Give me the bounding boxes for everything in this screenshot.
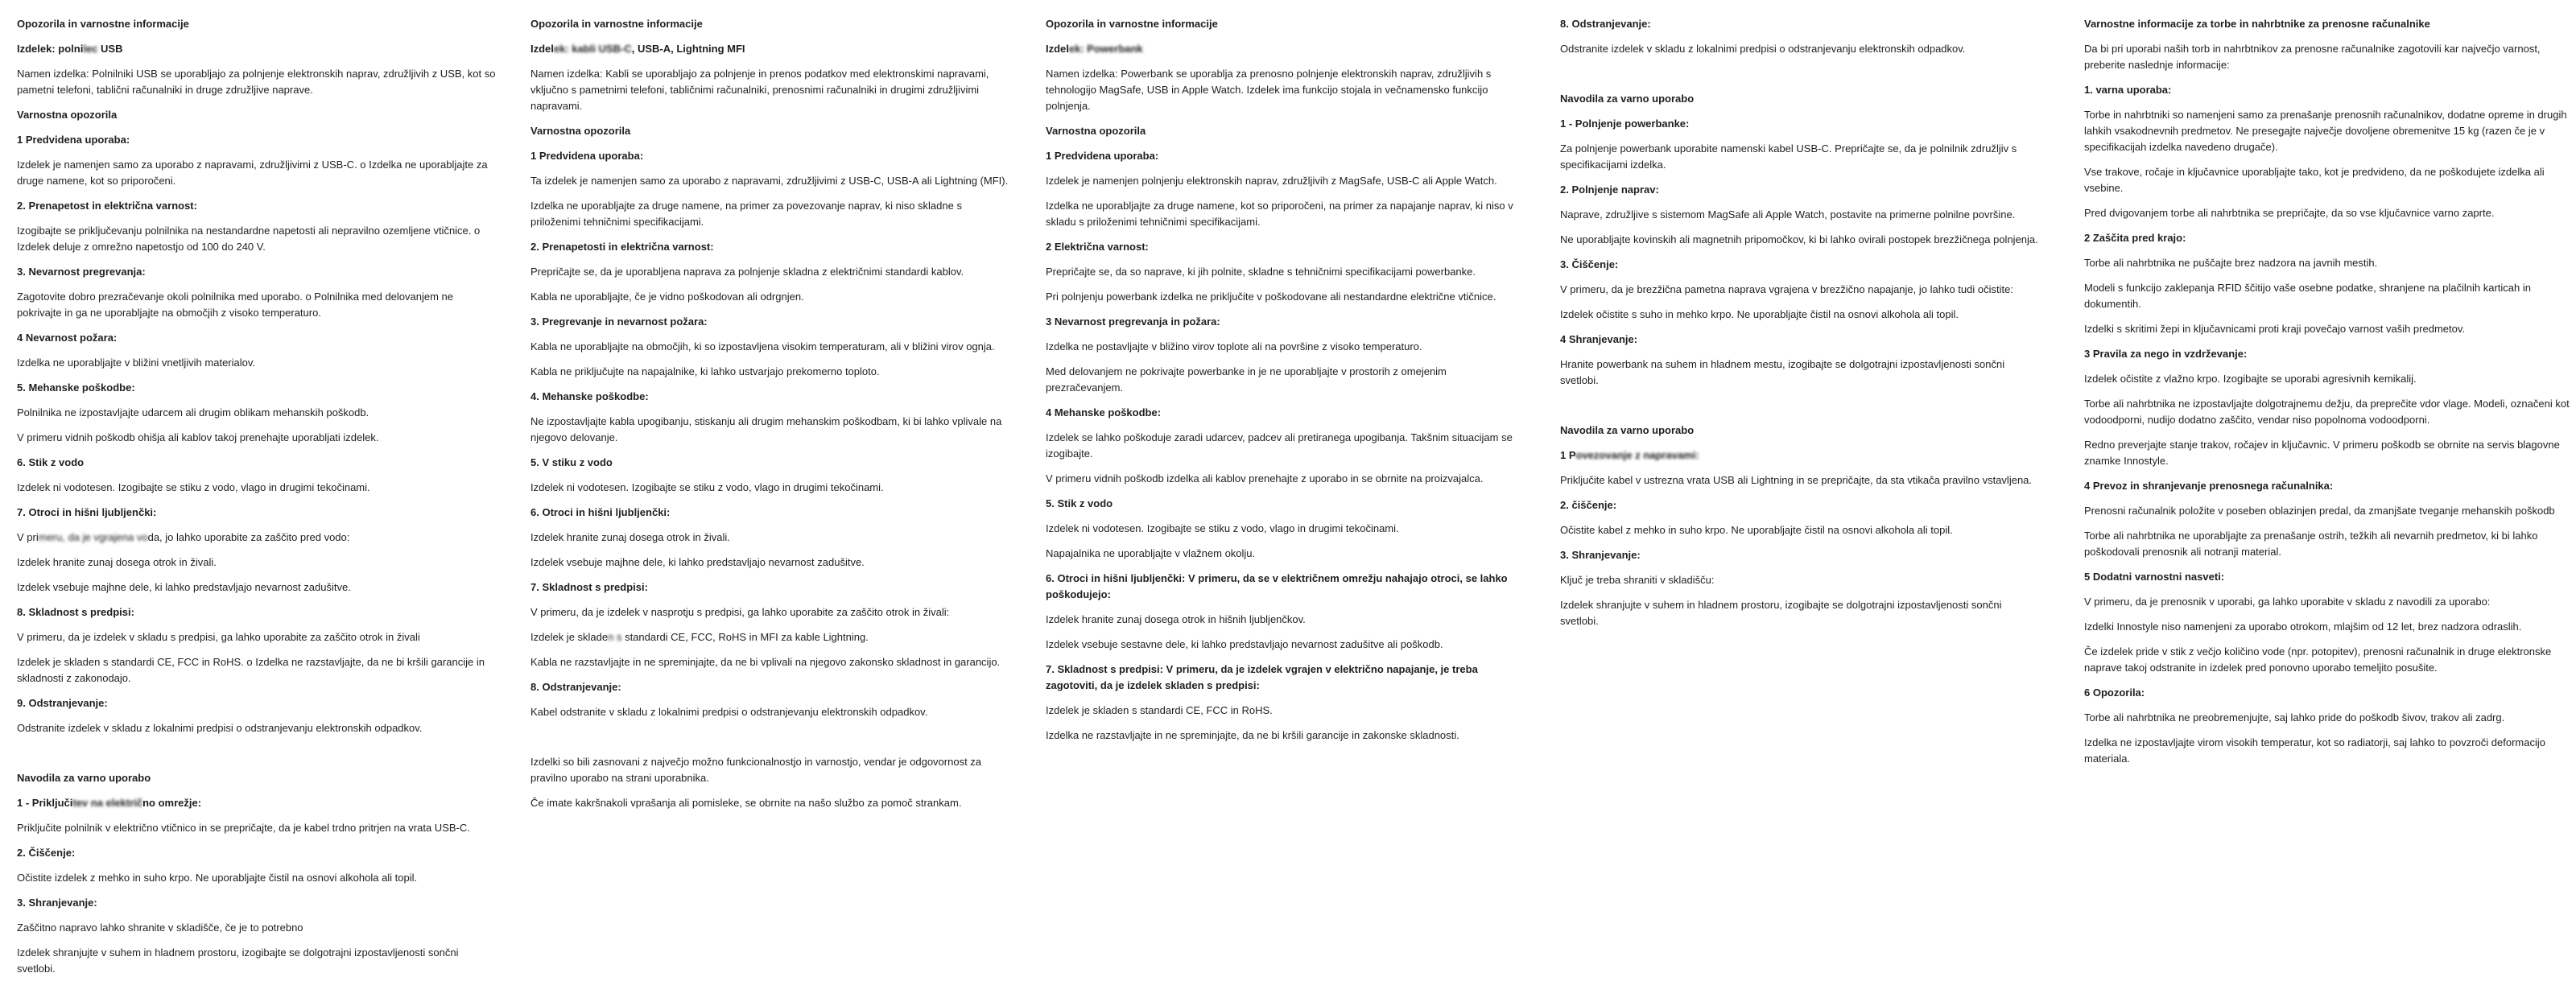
text-segment: standardi CE, FCC, RoHS in MFI za kable Lightning. — [621, 631, 869, 643]
paragraph: Namen izdelka: Polnilniki USB se uporabljajo za polnjenje elektronskih naprav, združljivih z USB, kot so pametni telefoni, tablični računalniki in druge združljive naprave. — [17, 68, 496, 96]
section-heading: 7. Otroci in hišni ljubljenčki: — [17, 506, 157, 518]
paragraph: Kabla ne razstavljajte in ne spreminjajte, da ne bi vplivali na njegovo zakonsko skladnost in garancijo. — [530, 656, 1001, 668]
section-heading: 4 Shranjevanje: — [1560, 333, 1638, 345]
paragraph: Torbe ali nahrbtnika ne puščajte brez nadzora na javnih mestih. — [2084, 257, 2378, 269]
section-heading: 2. čiščenje: — [1560, 499, 1617, 511]
paragraph: Izdelek je namenjen polnjenju elektronskih naprav, združljivih z MagSafe, USB-C ali Apple Watch. — [1046, 175, 1497, 187]
paragraph: Če imate kakršnakoli vprašanja ali pomisleke, se obrnite na našo službo za pomoč strankam. — [530, 797, 962, 809]
paragraph: Izdelka ne uporabljajte za druge namene, na primer za povezovanje naprav, ki niso skladne s priloženimi tehničnimi specifikacijami. — [530, 200, 962, 228]
paragraph: Polnilnika ne izpostavljajte udarcem ali drugim oblikam mehanskih poškodb. — [17, 406, 369, 418]
section-heading: 2. Polnjenje naprav: — [1560, 183, 1659, 196]
paragraph: Namen izdelka: Kabli se uporabljajo za polnjenje in prenos podatkov med elektronskimi napravami, vključno s pametnimi telefoni, tabličnimi računalniki, prenosnimi računalniki in drugimi združljivimi napravami. — [530, 68, 989, 112]
paragraph: Zagotovite dobro prezračevanje okoli polnilnika med uporabo. o Polnilnika med delovanjem ne pokrivajte in ga ne uporabljajte na območjih z visoko temperaturo. — [17, 291, 453, 319]
blurred-text: lec — [83, 43, 98, 55]
paragraph: Odstranite izdelek v skladu z lokalnimi predpisi o odstranjevanju elektronskih odpadkov. — [1560, 43, 1966, 55]
section-heading: 4. Mehanske poškodbe: — [530, 390, 649, 402]
paragraph: Ta izdelek je namenjen samo za uporabo z napravami, združljivimi z USB-C, USB-A ali Lightning (MFI). — [530, 175, 1009, 187]
section-heading: 1. varna uporaba: — [2084, 84, 2172, 96]
blurred-text: ovezovanje z napravami: — [1575, 449, 1699, 461]
paragraph: Izdelek ni vodotesen. Izogibajte se stiku z vodo, vlago in drugimi tekočinami. — [530, 481, 884, 493]
section-heading: 1 Predvidena uporaba: — [530, 150, 644, 162]
column-laptop-bags — [2084, 16, 2571, 776]
text-segment: no omrežje: — [142, 797, 202, 809]
paragraph: V primeru vidnih poškodb izdelka ali kablov prenehajte z uporabo in se obrnite na proizvajalca. — [1046, 472, 1484, 484]
paragraph: V primeru, da je brezžična pametna naprava vgrajena v brezžično napajanje, jo lahko tudi očistite: — [1560, 283, 2013, 295]
paragraph: Pri polnjenju powerbank izdelka ne priključite v poškodovane ali nestandardne električne vtičnice. — [1046, 291, 1496, 303]
paragraph: Če izdelek pride v stik z večjo količino vode (npr. potopitev), prenosni računalnik in druge elektronske naprave takoj odstranite in izdelek pred ponovno uporabo temeljito posušite. — [2084, 645, 2552, 674]
section-heading: Varnostna opozorila — [1046, 125, 1146, 137]
paragraph: Namen izdelka: Powerbank se uporablja za prenosno polnjenje elektronskih naprav, združljivih s tehnologijo MagSafe, USB in Apple Watch. Izdelek ima funkcijo stojala in večnamensko funkcijo polnjenja. — [1046, 68, 1492, 112]
paragraph: Naprave, združljive s sistemom MagSafe ali Apple Watch, postavite na primerne polnilne površine. — [1560, 208, 2016, 221]
paragraph: Ne uporabljajte kovinskih ali magnetnih pripomočkov, ki bi lahko ovirali postopek brezžičnega polnjenja. — [1560, 233, 2038, 245]
paragraph: Priključite kabel v ustrezna vrata USB ali Lightning in se prepričajte, da sta vtikača pravilno vstavljena. — [1560, 474, 2033, 486]
section-heading: 3. Čiščenje: — [1560, 258, 1619, 270]
paragraph: Kabla ne uporabljajte na območjih, ki so izpostavljena visokim temperaturam, ali v bližini virov ognja. — [530, 340, 995, 353]
section-heading: 1 Predvidena uporaba: — [1046, 150, 1159, 162]
section-heading — [1046, 41, 1526, 57]
section-heading: 9. Odstranjevanje: — [17, 697, 108, 709]
paragraph: Izdelek očistite z vlažno krpo. Izogibajte se uporabi agresivnih kemikalij. — [2084, 373, 2417, 385]
section-heading: 1 - Polnjenje powerbanke: — [1560, 118, 1690, 130]
paragraph: Napajalnika ne uporabljajte v vlažnem okolju. — [1046, 547, 1256, 559]
paragraph: V primeru vidnih poškodb ohišja ali kablov takoj prenehajte uporabljati izdelek. — [17, 431, 379, 443]
text-segment: Izdelek je sklade — [530, 631, 609, 643]
blurred-text: ek: Powerbank — [1068, 43, 1143, 55]
paragraph: Torbe ali nahrbtnika ne izpostavljajte dolgotrajnemu dežju, da preprečite vdor vlage. Modeli, označeni kot vodoodporni, nudijo dodatno zaščito, vendar niso popolnoma vodoodporni. — [2084, 398, 2570, 426]
paragraph: Izdelek vsebuje sestavne dele, ki lahko predstavljajo nevarnost zadušitve ali poškodb. — [1046, 638, 1443, 650]
paragraph: Izdelek vsebuje majhne dele, ki lahko predstavljajo nevarnost zadušitve. — [530, 556, 865, 568]
paragraph: Izdelek hranite zunaj dosega otrok in živali. — [17, 556, 217, 568]
paragraph: Izdelek je namenjen samo za uporabo z napravami, združljivimi z USB-C. o Izdelka ne uporabljajte za druge namene, kot so priporočeni. — [17, 159, 488, 187]
section-heading: 2 Zaščita pred krajo: — [2084, 232, 2186, 244]
section-heading: 7. Skladnost s predpisi: V primeru, da je izdelek vgrajen v električno napajanje, je treba zagotoviti, da je izdelek skladen s predpisi: — [1046, 663, 1478, 691]
column-usb-cables — [530, 16, 1011, 820]
section-heading: 8. Skladnost s predpisi: — [17, 606, 134, 618]
section-heading — [530, 41, 1011, 57]
paragraph: Izdelek hranite zunaj dosega otrok in živali. — [530, 531, 730, 543]
section-heading: Navodila za varno uporabo — [1560, 424, 1695, 436]
paragraph: Izdelka ne razstavljajte in ne spreminjajte, da ne bi kršili garancije in zakonske skladnosti. — [1046, 729, 1459, 741]
paragraph: Prepričajte se, da je uporabljena naprava za polnjenje skladna z električnimi standardi kablov. — [530, 266, 964, 278]
paragraph: Med delovanjem ne pokrivajte powerbanke in je ne uporabljajte v prostorih z omejenim prezračevanjem. — [1046, 365, 1447, 394]
paragraph: Izdelka ne postavljajte v bližino virov toplote ali na površine z visoko temperaturo. — [1046, 340, 1422, 353]
paragraph: Izdelka ne uporabljajte za druge namene, kot so priporočeni, na primer za napajanje naprav, ki niso v skladu s priloženimi tehničnimi specifikacijami. — [1046, 200, 1513, 228]
section-heading: 4 Nevarnost požara: — [17, 332, 118, 344]
section-heading: 3. Pregrevanje in nevarnost požara: — [530, 315, 708, 328]
paragraph: Pred dvigovanjem torbe ali nahrbtnika se prepričajte, da so vse ključavnice varno zaprte. — [2084, 207, 2495, 219]
text-segment: Izdel — [1046, 43, 1069, 55]
section-heading: 3. Shranjevanje: — [17, 897, 97, 909]
paragraph: Kabel odstranite v skladu z lokalnimi predpisi o odstranjevanju elektronskih odpadkov. — [530, 706, 928, 718]
paragraph: Ne izpostavljajte kabla upogibanju, stiskanju ali drugim mehanskim poškodbam, ki bi lahko vplivale na njegovo delovanje. — [530, 415, 1002, 443]
section-heading: Varnostna opozorila — [530, 125, 631, 137]
section-heading: 6. Stik z vodo — [17, 456, 85, 468]
paragraph: Izdelek vsebuje majhne dele, ki lahko predstavljajo nevarnost zadušitve. — [17, 581, 351, 593]
paragraph: Vse trakove, ročaje in ključavnice uporabljajte tako, kot je predvideno, da ne poškodujete izdelka ali vsebine. — [2084, 166, 2545, 194]
paragraph: Torbe ali nahrbtnika ne uporabljajte za prenašanje ostrih, težkih ali nevarnih predmetov, ki bi lahko poškodovali prenosnik ali notranji material. — [2084, 530, 2538, 558]
section-heading: 7. Skladnost s predpisi: — [530, 581, 648, 593]
column-powerbank — [1046, 16, 1526, 752]
paragraph: Izdelek ni vodotesen. Izogibajte se stiku z vodo, vlago in drugimi tekočinami. — [1046, 522, 1399, 534]
paragraph: Izdelki Innostyle niso namenjeni za uporabo otrokom, mlajšim od 12 let, brez nadzora odraslih. — [2084, 621, 2522, 633]
paragraph: Odstranite izdelek v skladu z lokalnimi predpisi o odstranjevanju elektronskih odpadkov. — [17, 722, 423, 734]
text-segment: V pri — [17, 531, 39, 543]
section-heading: 3. Nevarnost pregrevanja: — [17, 266, 146, 278]
blurred-text: tev na električ — [72, 797, 143, 809]
paragraph: V primeru, da je izdelek v nasprotju s predpisi, ga lahko uporabite za zaščito otrok in živali: — [530, 606, 950, 618]
paragraph: Kabla ne uporabljajte, če je vidno poškodovan ali odrgnjen. — [530, 291, 804, 303]
paragraph: Da bi pri uporabi naših torb in nahrbtnikov za prenosne računalnike zagotovili kar največjo varnost, preberite naslednje informacije: — [2084, 43, 2541, 71]
paragraph: Izdelek ni vodotesen. Izogibajte se stiku z vodo, vlago in drugimi tekočinami. — [17, 481, 370, 493]
doc-title: Opozorila in varnostne informacije — [17, 18, 189, 30]
section-heading: 5 Dodatni varnostni nasveti: — [2084, 571, 2225, 583]
section-heading: 4 Mehanske poškodbe: — [1046, 406, 1162, 418]
section-heading: 2. Čiščenje: — [17, 847, 76, 859]
doc-title: Varnostne informacije za torbe in nahrbtnike za prenosne računalnike — [2084, 18, 2430, 30]
paragraph: Priključite polnilnik v električno vtičnico in se prepričajte, da je kabel trdno pritrjen na vrata USB-C. — [17, 822, 470, 834]
paragraph: Redno preverjajte stanje trakov, ročajev in ključavnic. V primeru poškodb se obrnite na servis blagovne znamke Innostyle. — [2084, 439, 2560, 467]
paragraph: V primeru, da je izdelek v skladu s predpisi, ga lahko uporabite za zaščito otrok in živali — [17, 631, 420, 643]
paragraph: Izdelek je skladen s standardi CE, FCC in RoHS. — [1046, 704, 1273, 716]
section-heading: 2. Prenapetosti in električna varnost: — [530, 241, 714, 253]
section-heading: 1 Predvidena uporaba: — [17, 134, 130, 146]
paragraph: Izdelek se lahko poškoduje zaradi udarcev, padcev ali pretiranega upogibanja. Takšnim situacijam se izogibajte. — [1046, 431, 1513, 460]
paragraph: Izdelek očistite s suho in mehko krpo. Ne uporabljajte čistil na osnovi alkohola ali topil. — [1560, 308, 1959, 320]
section-heading — [17, 41, 497, 57]
blurred-text: ek: kabli USB-C — [553, 43, 632, 55]
paragraph: Izdelek shranjujte v suhem in hladnem prostoru, izogibajte se dolgotrajni izpostavljenosti sončni svetlobi. — [17, 946, 459, 975]
section-heading: 5. V stiku z vodo — [530, 456, 613, 468]
paragraph: Modeli s funkcijo zaklepanja RFID ščitijo vaše osebne podatke, shranjene na plačilnih karticah in dokumentih. — [2084, 282, 2531, 310]
paragraph: Izdelka ne izpostavljajte virom visokih temperatur, kot so radiatorji, saj lahko to povzroči deformacijo materiala. — [2084, 736, 2545, 765]
paragraph: Ključ je treba shraniti v skladišču: — [1560, 574, 1715, 586]
paragraph: Za polnjenje powerbank uporabite namenski kabel USB-C. Prepričajte se, da je polnilnik združljiv s specifikacijami izdelka. — [1560, 142, 2017, 171]
section-heading: 8. Odstranjevanje: — [530, 681, 621, 693]
text-segment: Izdel — [530, 43, 554, 55]
column-powerbank-instructions — [1560, 16, 2041, 638]
text-segment: 1 - Priključi — [17, 797, 73, 809]
paragraph: Zaščitno napravo lahko shranite v skladišče, če je to potrebno — [17, 921, 303, 934]
paragraph: Torbe in nahrbtniki so namenjeni samo za prenašanje prenosnih računalnikov, dodatne opreme in drugih lahkih vsakodnevnih predmetov. Ne presegajte največje dovoljene obremenitve 15 kg (razen če je v specifikacijah izdelka navedeno drugače). — [2084, 109, 2567, 153]
section-heading — [17, 795, 497, 811]
section-heading: 6 Opozorila: — [2084, 686, 2145, 699]
text-segment: , USB-A, Lightning MFI — [631, 43, 745, 55]
section-heading: Varnostna opozorila — [17, 109, 118, 121]
section-heading: 8. Odstranjevanje: — [1560, 18, 1651, 30]
paragraph: Izdelka ne uporabljajte v bližini vnetljivih materialov. — [17, 357, 256, 369]
paragraph: Očistite izdelek z mehko in suho krpo. Ne uporabljajte čistil na osnovi alkohola ali topil. — [17, 872, 418, 884]
section-heading: Navodila za varno uporabo — [17, 772, 151, 784]
blurred-text: n s — [608, 631, 622, 643]
paragraph: Izdelek je skladen s standardi CE, FCC in RoHS. o Izdelka ne razstavljajte, da ne bi kršili garancije in skladnosti z zakonodajo. — [17, 656, 485, 684]
section-heading — [1560, 447, 2041, 464]
section-heading: 6. Otroci in hišni ljubljenčki: V primeru, da se v električnem omrežju nahajajo otroci, se lahko poškodujejo: — [1046, 572, 1508, 600]
section-heading: 4 Prevoz in shranjevanje prenosnega računalnika: — [2084, 480, 2334, 492]
paragraph: Izdelki s skritimi žepi in ključavnicami proti kraji povečajo varnost vaših predmetov. — [2084, 323, 2465, 335]
column-usb-charger — [17, 16, 497, 986]
paragraph — [17, 530, 497, 546]
paragraph: Izdelki so bili zasnovani z največjo možno funkcionalnostjo in varnostjo, vendar je odgovornost za pravilno uporabo na strani uporabnika. — [530, 756, 982, 784]
text-segment: USB — [97, 43, 123, 55]
section-heading: 2. Prenapetost in električna varnost: — [17, 200, 197, 212]
section-heading: 5. Mehanske poškodbe: — [17, 381, 135, 394]
doc-title: Opozorila in varnostne informacije — [1046, 18, 1218, 30]
paragraph: Kabla ne priključujte na napajalnike, ki lahko ustvarjajo prekomerno toploto. — [530, 365, 880, 377]
paragraph: Torbe ali nahrbtnika ne preobremenjujte, saj lahko pride do poškodb šivov, trakov ali zadrg. — [2084, 711, 2505, 724]
paragraph: Izogibajte se priključevanju polnilnika na nestandardne napetosti ali nepravilno ozemljene vtičnice. o Izdelek deluje z omrežno napetostjo od 100 do 240 V. — [17, 225, 481, 253]
paragraph: Očistite kabel z mehko in suho krpo. Ne uporabljajte čistil na osnovi alkohola ali topil. — [1560, 524, 1953, 536]
text-segment: da, jo lahko uporabite za zaščito pred vodo: — [147, 531, 350, 543]
paragraph: Prepričajte se, da so naprave, ki jih polnite, skladne s tehničnimi specifikacijami powerbanke. — [1046, 266, 1476, 278]
text-segment: 1 P — [1560, 449, 1576, 461]
section-heading: 3. Shranjevanje: — [1560, 549, 1641, 561]
blurred-text: meru, da je vgrajena vo — [38, 531, 148, 543]
section-heading: 5. Stik z vodo — [1046, 497, 1113, 509]
section-heading: 6. Otroci in hišni ljubljenčki: — [530, 506, 671, 518]
doc-title: Opozorila in varnostne informacije — [530, 18, 703, 30]
paragraph: Hranite powerbank na suhem in hladnem mestu, izogibajte se dolgotrajni izpostavljenosti sončni svetlobi. — [1560, 358, 2005, 386]
section-heading: Navodila za varno uporabo — [1560, 93, 1695, 105]
paragraph: Izdelek hranite zunaj dosega otrok in hišnih ljubljenčkov. — [1046, 613, 1306, 625]
section-heading: 2 Električna varnost: — [1046, 241, 1149, 253]
text-segment: Izdelek: polni — [17, 43, 84, 55]
paragraph: V primeru, da je prenosnik v uporabi, ga lahko uporabite v skladu z navodili za uporabo: — [2084, 596, 2491, 608]
section-heading: 3 Nevarnost pregrevanja in požara: — [1046, 315, 1220, 328]
paragraph: Prenosni računalnik položite v poseben oblazinjen predal, da zmanjšate tveganje mehanskih poškodb — [2084, 505, 2555, 517]
paragraph: Izdelek shranjujte v suhem in hladnem prostoru, izogibajte se dolgotrajni izpostavljenosti sončni svetlobi. — [1560, 599, 2002, 627]
paragraph — [530, 629, 1011, 645]
section-heading: 3 Pravila za nego in vzdrževanje: — [2084, 348, 2248, 360]
